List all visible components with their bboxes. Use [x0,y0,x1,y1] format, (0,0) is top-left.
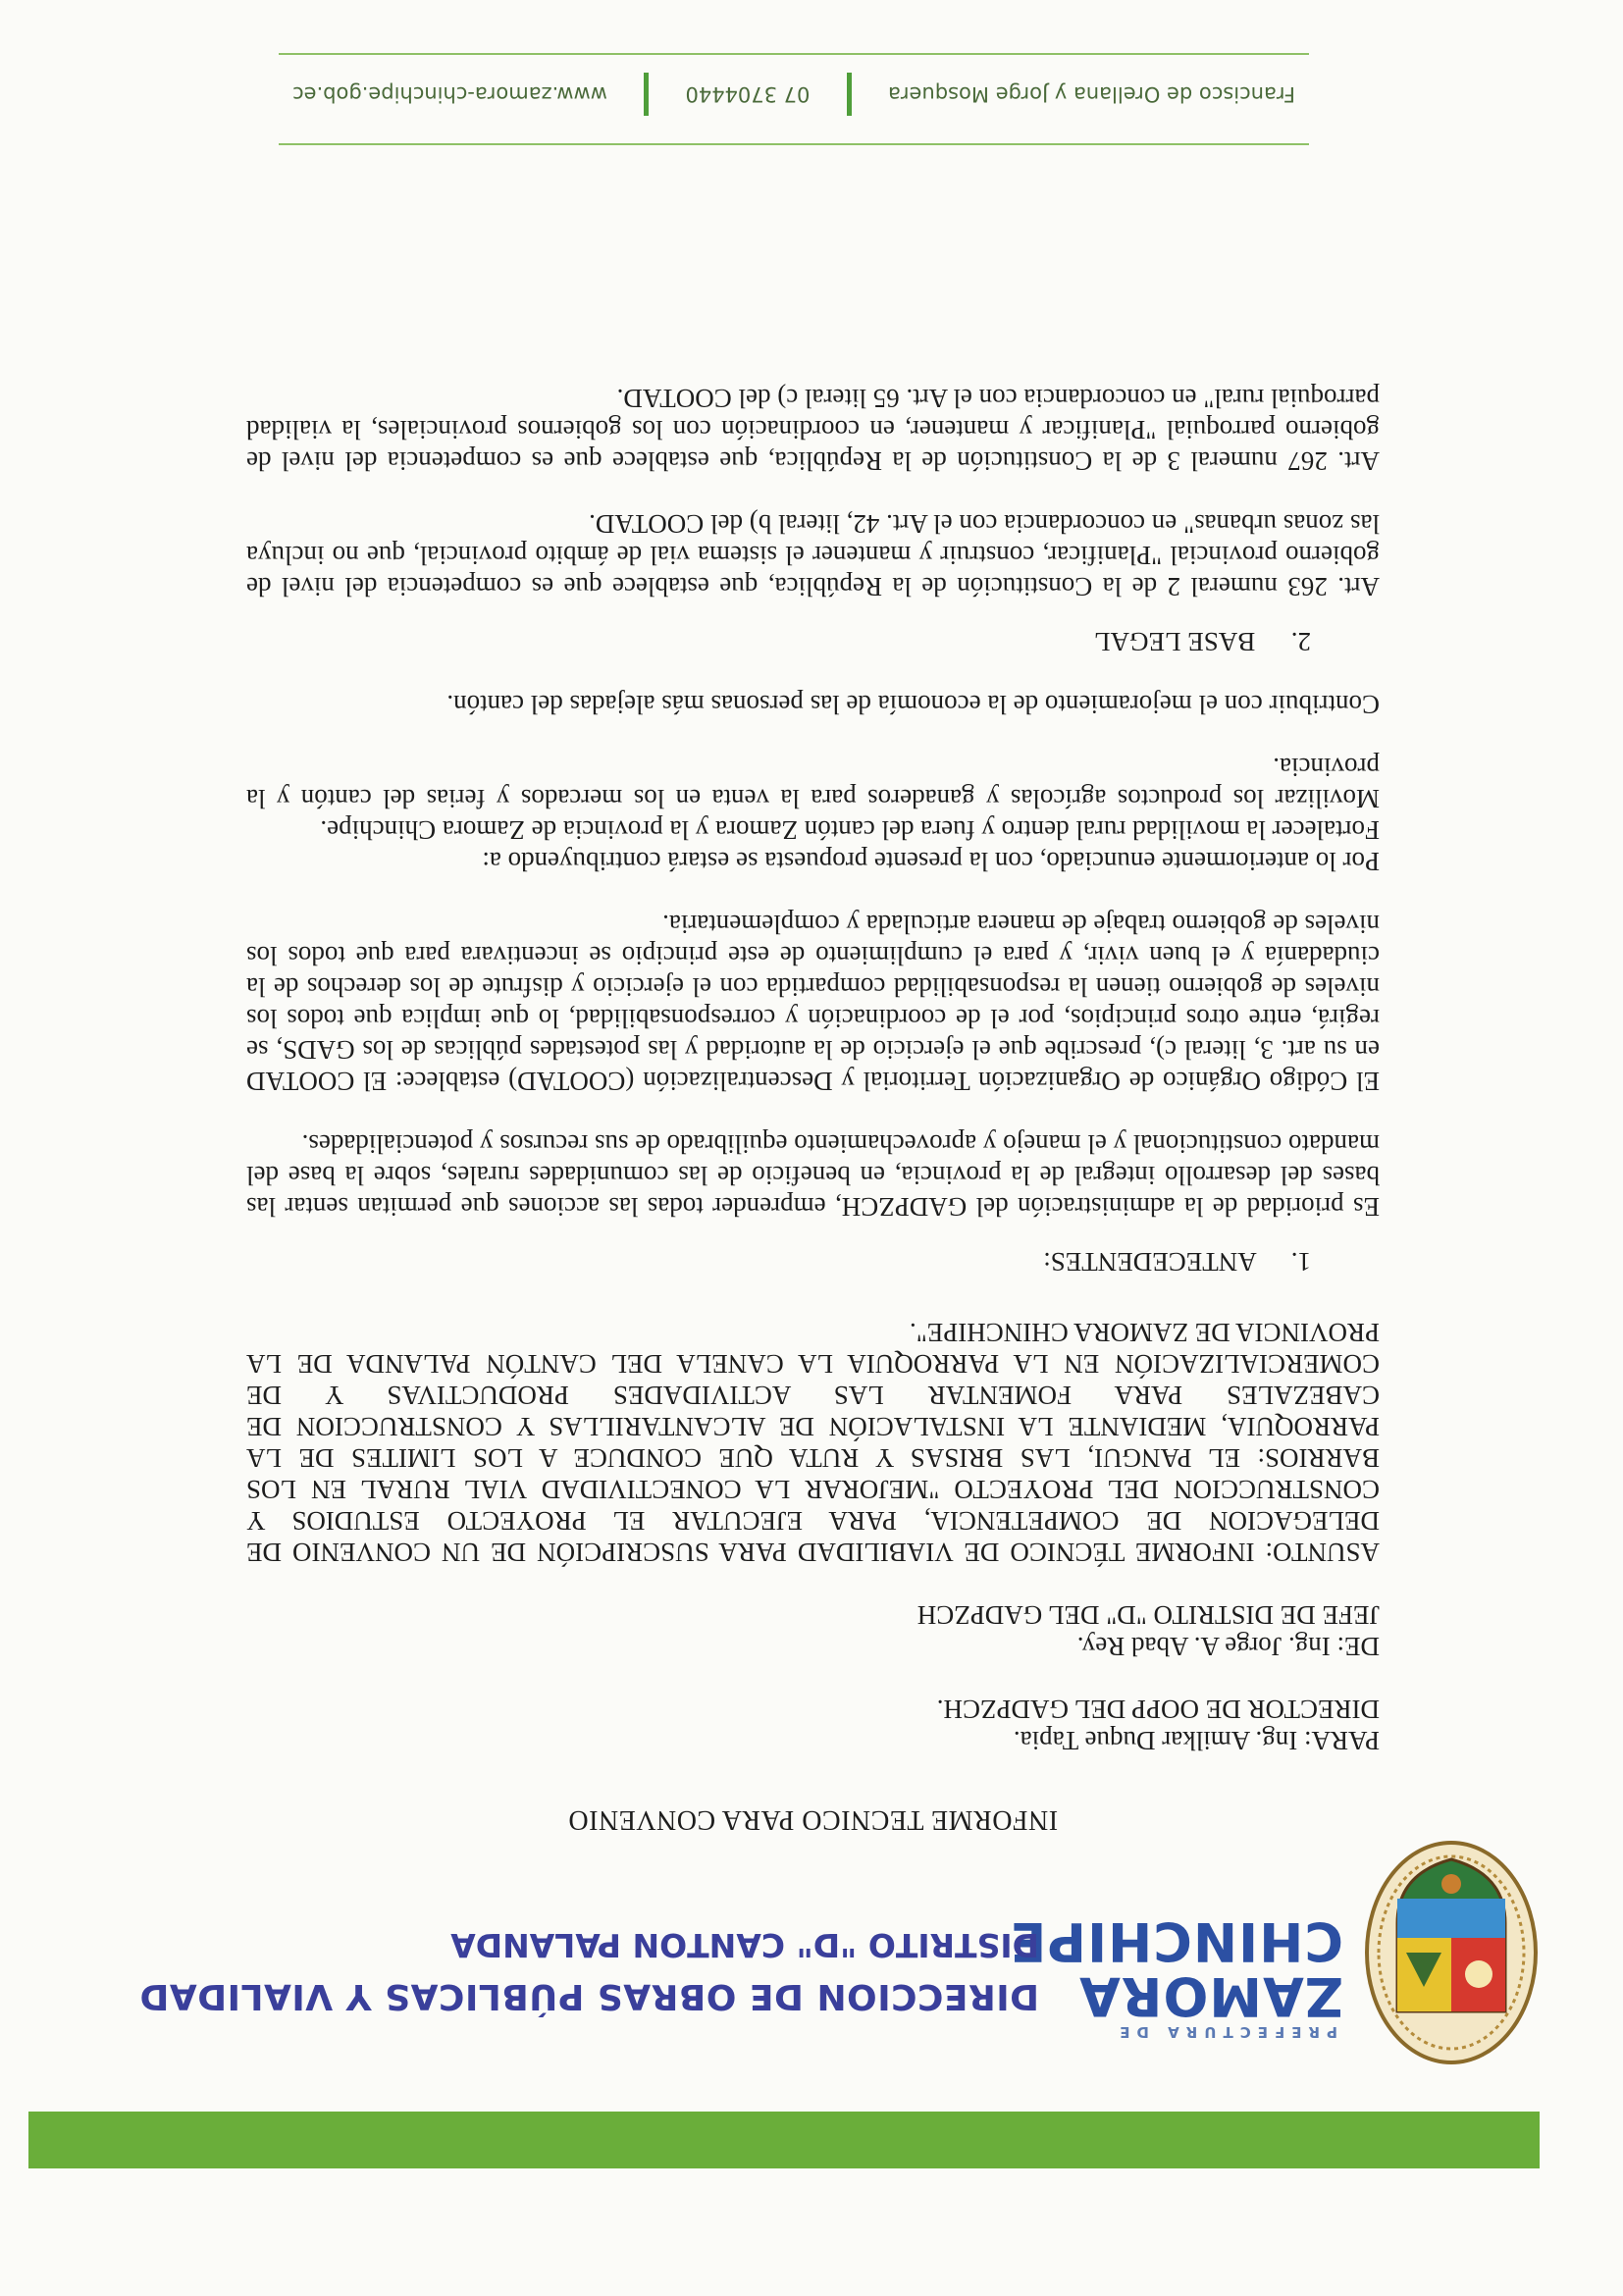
section-heading-base-legal [246,626,1311,657]
paragraph: Art. 267 numeral 3 de la Constitución de la República, que establece que es competencia del nivel de gobierno parroquial "Planificar y mantener, en coordinación con los gobiernos provinciales, la vialidad parroquial rural" en concordancia con el Art. 65 literal c) del COOTAD. [246,384,1380,476]
list-item: Movilizar los productos agrícolas y ganaderos para la venta en los mercados y ferias del cantón y la provincia. [246,753,1380,813]
header-green-band [28,2112,1540,2168]
logo-line-chinchipe: CHINCHIPE [1009,1910,1343,1972]
footer-separator [847,73,852,116]
paragraph: Art. 263 numeral 2 de la Constitución de la República, que establece que es competencia del nivel de gobierno provincial "Planificar, construir y mantener el sistema vial de ámbito provincial, que no incluya las zonas urbanas" en concordancia con el Art. 42, literal b) del COOTAD. [246,509,1380,601]
logo-wordmark [1009,1910,1343,2041]
footer-address: Francisco de Orellana y Jorge Mosquera [888,82,1295,106]
paragraph: El Código Orgánico de Organización Territorial y Descentralización (COOTAD) establece: El COOTAD en su art. 3, literal c), prescribe que el ejercicio de la autoridad y las potestades públicas de los GADS, se regirá, entre otros principios, por el de coordinación y corresponsabilidad, lo que implica que todos los niveles de gobierno tienen la responsabilidad compartida con el ejercicio y disfrute de los derechos de la ciudadanía y el buen vivir, y para el cumplimiento de este principio se incentivara para que todos los niveles de gobierno trabaje de manera articulada y complementaria. [246,910,1380,1096]
paragraph: Es prioridad de la administración del GADPZCH, emprender todas las acciones que permitan sentar las bases del desarrollo integral de la provincia, en beneficio de las comunidades rurales, sobre la base del mandato constitucional y el manejo y aprovechamiento equilibrado de sus recursos y potencialidades. [246,1129,1380,1222]
footer-contact-row [279,73,1309,116]
footer [279,37,1309,145]
section-title: BASE LEGAL [1094,627,1256,656]
direction-block [28,1926,1039,2016]
provincial-seal-icon [1363,1835,1540,2070]
paragraph: Por lo anteriormente enunciado, con la presente propuesta se estará contribuyendo a: [482,847,1380,876]
de-line: DE: Ing. Jorge A. Abad Rey. [1076,1632,1380,1661]
letterhead [28,1825,1540,2070]
section-number: 2. [1290,627,1311,656]
footer-divider [279,53,1309,55]
logo-line-zamora: ZAMORA [1078,1965,1343,2027]
section-title: ANTECEDENTES: [1043,1247,1257,1277]
footer-phone: 07 3704440 [685,82,811,106]
district-title: DISTRITO "D" CANTON PALANDA [450,1926,1039,1964]
prefecture-logo [1009,1825,1540,2070]
direction-title: DIRECCION DE OBRAS PÚBLICAS Y VIALIDAD [139,1976,1039,2016]
section-heading-antecedentes [246,1246,1311,1278]
footer-separator [644,73,649,116]
list-item: Fortalecer la movilidad rural dentro y fuera del cantón Zamora y la provincia de Zamora Chinchipe. [320,815,1380,845]
footer-website: www.zamora-chinchipe.gob.ec [292,82,607,106]
footer-divider [279,143,1309,145]
para-line: PARA: Ing. Amilkar Duque Tapia. [1013,1726,1380,1755]
document-body [246,351,1380,1835]
document-title: INFORME TECNICO PARA CONVENIO [567,1804,1059,1835]
logo-prefix: PREFECTURA DE [1113,2023,1337,2041]
de-position: JEFE DE DISTRITO "D" DEL GADPZCH [916,1600,1380,1630]
subject-paragraph: ASUNTO: INFORME TÉCNICO DE VIABILIDAD PARA SUSCRIPCIÓN DE UN CONVENIO DE DELEGACION DE COMPETENCIA, PARA EJECUTAR EL PROYECTO ESTUDIOS Y CONSTRUCCION DEL PROYECTO "MEJORAR LA CONECTIVIDAD VIAL RURAL EN LOS BARRIOS: EL PANGUI, LAS BRISAS Y RUTA QUE CONDUCE A LOS LIMITES DE LA PARROQUIA, MEDIANTE LA INSTALACIÓN DE ALCANTARILLAS Y CONSTRUCCION DE CABEZALES PARA FOMENTAR LAS ACTIVIDADES PRODUCTIVAS Y DE COMERCIALIZACIÓN EN LA PARROQUIA LA CANELA DEL CANTÓN PALANDA DE LA PROVINCIA DE ZAMORA CHINCHIPE". [246,1318,1380,1567]
list-item: Contribuir con el mejoramiento de la economía de las personas más alejadas del cantón. [446,690,1380,719]
para-position: DIRECTOR DE OOPP DEL GADPZCH. [936,1695,1380,1724]
section-number: 1. [1290,1247,1311,1277]
